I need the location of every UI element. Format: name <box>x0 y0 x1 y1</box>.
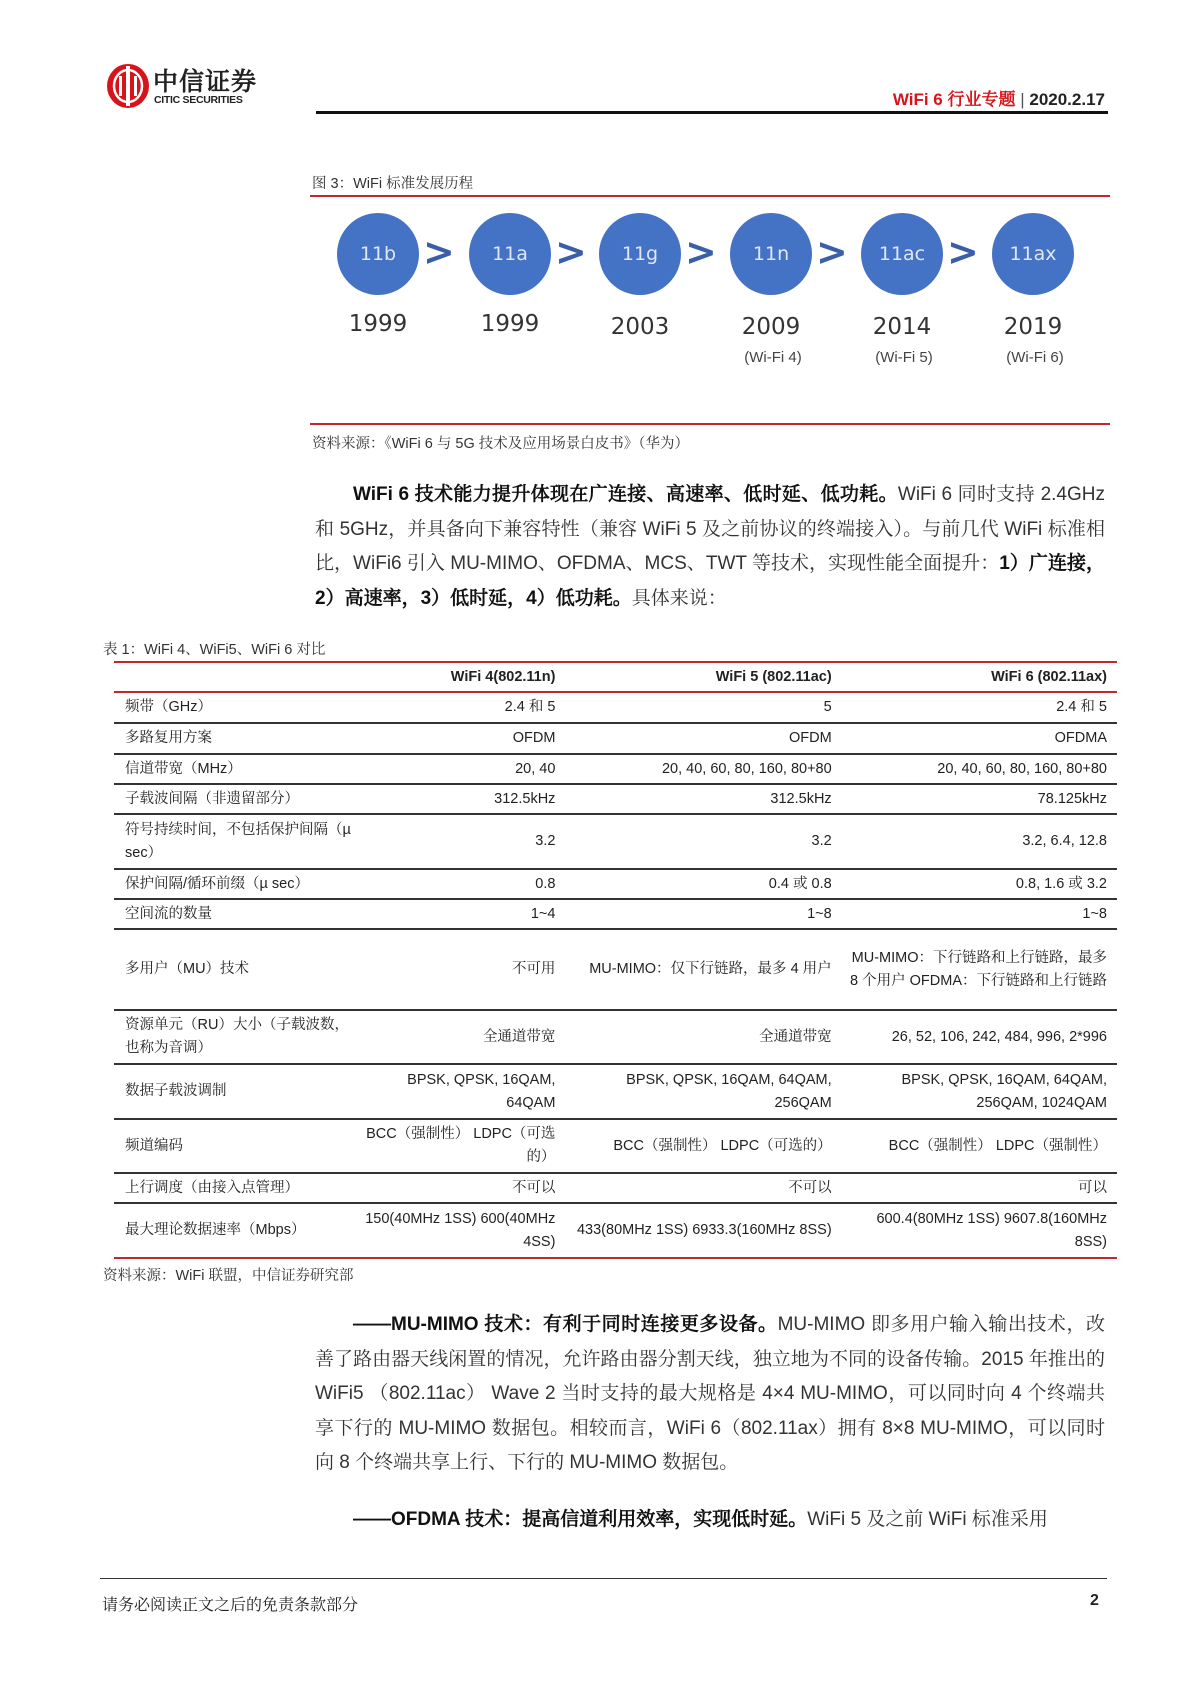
paragraph-lead: ——OFDMA 技术：提高信道利用效率，实现低时延。 <box>353 1509 808 1530</box>
row-label: 多用户（MU）技术 <box>114 929 363 1010</box>
table-row <box>114 1010 1117 1064</box>
table-row <box>114 1173 1117 1203</box>
row-label: 保护间隔/循环前缀（µ sec） <box>114 869 363 899</box>
table-cell: BCC（强制性） LDPC（可选的） <box>565 1119 841 1173</box>
standard-alias: (Wi-Fi 6) <box>1006 349 1064 366</box>
standard-circle-11n: 11n <box>730 213 812 295</box>
paragraph-body: WiFi 6 同时支持 2.4GHz 和 5GHz，并具备向下兼容特性（兼容 WiFi 5 及之前协议的终端接入）。与前几代 WiFi 标准相比，WiFi6 引入 MU-MIMO、OFDMA、MCS、TWT 等技术，实现性能全面提升： <box>315 484 1105 574</box>
table-cell: BCC（强制性） LDPC（强制性） <box>842 1119 1117 1173</box>
row-label: 子载波间隔（非遗留部分） <box>114 784 363 814</box>
wifi-comparison-table <box>114 661 1117 1259</box>
header-separator: | <box>1020 90 1025 109</box>
logo-chinese-name: 中信证券 <box>153 67 258 96</box>
table-cell: OFDM <box>363 723 565 754</box>
report-date: 2020.2.17 <box>1029 90 1105 109</box>
table-cell: 150(40MHz 1SS) 600(40MHz 4SS) <box>363 1203 565 1258</box>
standard-alias: (Wi-Fi 4) <box>744 349 802 366</box>
row-label: 符号持续时间，不包括保护间隔（µ sec） <box>114 814 363 869</box>
figure-source: 资料来源：《WiFi 6 与 5G 技术及应用场景白皮书》（华为） <box>312 436 690 452</box>
table-cell: BPSK, QPSK, 16QAM, 64QAM <box>363 1064 565 1119</box>
table-cell: 3.2, 6.4, 12.8 <box>842 814 1117 869</box>
standard-year: 1999 <box>348 311 408 337</box>
table-cell: 20, 40, 60, 80, 160, 80+80 <box>565 754 841 784</box>
table-cell: 不可以 <box>565 1173 841 1203</box>
table-cell: OFDMA <box>842 723 1117 754</box>
table-cell: 26, 52, 106, 242, 484, 996, 2*996 <box>842 1010 1117 1064</box>
paragraph-end: 具体来说： <box>631 587 727 609</box>
table-row <box>114 929 1117 1010</box>
table-cell: 312.5kHz <box>363 784 565 814</box>
row-label: 数据子载波调制 <box>114 1064 363 1119</box>
table-cell: 2.4 和 5 <box>363 692 565 723</box>
standard-circle-11ax: 11ax <box>992 213 1074 295</box>
table-cell: 可以 <box>842 1173 1117 1203</box>
table-row <box>114 869 1117 899</box>
table-cell: MU-MIMO：下行链路和上行链路，最多 8 个用户 OFDMA：下行链路和上行链路 <box>842 929 1117 1010</box>
table-cell: 600.4(80MHz 1SS) 9607.8(160MHz 8SS) <box>842 1203 1117 1258</box>
table-cell: 78.125kHz <box>842 784 1117 814</box>
table-cell: 433(80MHz 1SS) 6933.3(160MHz 8SS) <box>565 1203 841 1258</box>
table-cell: 3.2 <box>565 814 841 869</box>
standard-year: 2003 <box>610 314 670 340</box>
standard-circle-11b: 11b <box>337 213 419 295</box>
standard-year: 2019 <box>1003 314 1063 340</box>
table-cell: 1~4 <box>363 899 565 929</box>
table-cell: 0.4 或 0.8 <box>565 869 841 899</box>
table-cell: 20, 40 <box>363 754 565 784</box>
arrow-right-icon: > <box>947 230 979 274</box>
table-cell: 20, 40, 60, 80, 160, 80+80 <box>842 754 1117 784</box>
table-row <box>114 899 1117 929</box>
table-row <box>114 1203 1117 1258</box>
wifi-timeline <box>0 0 1200 420</box>
footer-disclaimer: 请务必阅读正文之后的免责条款部分 <box>102 1597 359 1614</box>
row-label: 多路复用方案 <box>114 723 363 754</box>
table-cell: 5 <box>565 692 841 723</box>
table-caption: 表 1：WiFi 4、WiFi5、WiFi 6 对比 <box>103 642 326 658</box>
table-cell: 2.4 和 5 <box>842 692 1117 723</box>
standard-circle-11ac: 11ac <box>861 213 943 295</box>
paragraph-body: WiFi 5 及之前 WiFi 标准采用 <box>807 1509 1048 1530</box>
paragraph-wifi6-capabilities <box>315 478 1105 616</box>
table-cell: 全通道带宽 <box>565 1010 841 1064</box>
row-label: 频带（GHz） <box>114 692 363 723</box>
row-label: 上行调度（由接入点管理） <box>114 1173 363 1203</box>
column-header: WiFi 5 (802.11ac) <box>565 662 841 692</box>
table-row <box>114 1119 1117 1173</box>
arrow-right-icon: > <box>816 230 848 274</box>
table-cell: 0.8 <box>363 869 565 899</box>
table-row <box>114 784 1117 814</box>
row-label: 资源单元（RU）大小（子载波数，也称为音调） <box>114 1010 363 1064</box>
table-source: 资料来源：WiFi 联盟，中信证券研究部 <box>103 1268 354 1284</box>
table-cell: OFDM <box>565 723 841 754</box>
paragraph-body: MU-MIMO 即多用户输入输出技术，改善了路由器天线闲置的情况，允许路由器分割天线，独立地为不同的设备传输。2015 年推出的 WiFi5 （802.11ac） Wave 2 当时支持的最大规格是 4×4 MU-MIMO，可以同时向 4 个终端共享下行的 MU-MIMO 数据包。相较而言，WiFi 6（802.11ax）拥有 8×8 MU-MIMO，可以同时向 8 个终端共享上行、下行的 MU-MIMO 数据包。 <box>315 1314 1105 1473</box>
table-cell: 1~8 <box>842 899 1117 929</box>
standard-year: 1999 <box>480 311 540 337</box>
row-label: 空间流的数量 <box>114 899 363 929</box>
table-cell: 不可以 <box>363 1173 565 1203</box>
table-row <box>114 814 1117 869</box>
table-row <box>114 1064 1117 1119</box>
report-title: WiFi 6 行业专题 <box>892 90 1016 109</box>
arrow-right-icon: > <box>685 230 717 274</box>
standard-circle-11a: 11a <box>469 213 551 295</box>
table-cell: BCC（强制性） LDPC（可选的） <box>363 1119 565 1173</box>
standard-circle-11g: 11g <box>599 213 681 295</box>
table-cell: 1~8 <box>565 899 841 929</box>
row-label: 最大理论数据速率（Mbps） <box>114 1203 363 1258</box>
table-row <box>114 723 1117 754</box>
table-row <box>114 754 1117 784</box>
table-cell: BPSK, QPSK, 16QAM, 64QAM, 256QAM <box>565 1064 841 1119</box>
paragraph-highlight: 1）广连接，2）高速率，3）低时延，4）低功耗。 <box>315 553 1105 609</box>
arrow-right-icon: > <box>555 230 587 274</box>
page-number: 2 <box>1090 1592 1099 1609</box>
table-cell: 3.2 <box>363 814 565 869</box>
column-header <box>114 662 363 692</box>
figure-caption: 图 3：WiFi 标准发展历程 <box>312 176 474 192</box>
column-header: WiFi 4(802.11n) <box>363 662 565 692</box>
table-row <box>114 692 1117 723</box>
row-label: 信道带宽（MHz） <box>114 754 363 784</box>
table-cell: 不可用 <box>363 929 565 1010</box>
table-cell: 312.5kHz <box>565 784 841 814</box>
logo-english-name: CITIC SECURITIES <box>154 94 243 106</box>
arrow-right-icon: > <box>423 230 455 274</box>
table-cell: 全通道带宽 <box>363 1010 565 1064</box>
standard-year: 2014 <box>872 314 932 340</box>
figure-bottom-rule <box>310 423 1110 425</box>
paragraph-mu-mimo <box>315 1308 1105 1481</box>
table-cell: MU-MIMO：仅下行链路，最多 4 用户 <box>565 929 841 1010</box>
table-cell: BPSK, QPSK, 16QAM, 64QAM, 256QAM, 1024QAM <box>842 1064 1117 1119</box>
paragraph-lead: ——MU-MIMO 技术：有利于同时连接更多设备。 <box>353 1314 778 1335</box>
footer-rule <box>100 1578 1107 1579</box>
column-header: WiFi 6 (802.11ax) <box>842 662 1117 692</box>
paragraph-lead: WiFi 6 技术能力提升体现在广连接、高速率、低时延、低功耗。 <box>353 484 898 505</box>
row-label: 频道编码 <box>114 1119 363 1173</box>
table-header-row <box>114 662 1117 692</box>
standard-alias: (Wi-Fi 5) <box>875 349 933 366</box>
standard-year: 2009 <box>741 314 801 340</box>
paragraph-ofdma <box>315 1503 1105 1538</box>
table-cell: 0.8, 1.6 或 3.2 <box>842 869 1117 899</box>
